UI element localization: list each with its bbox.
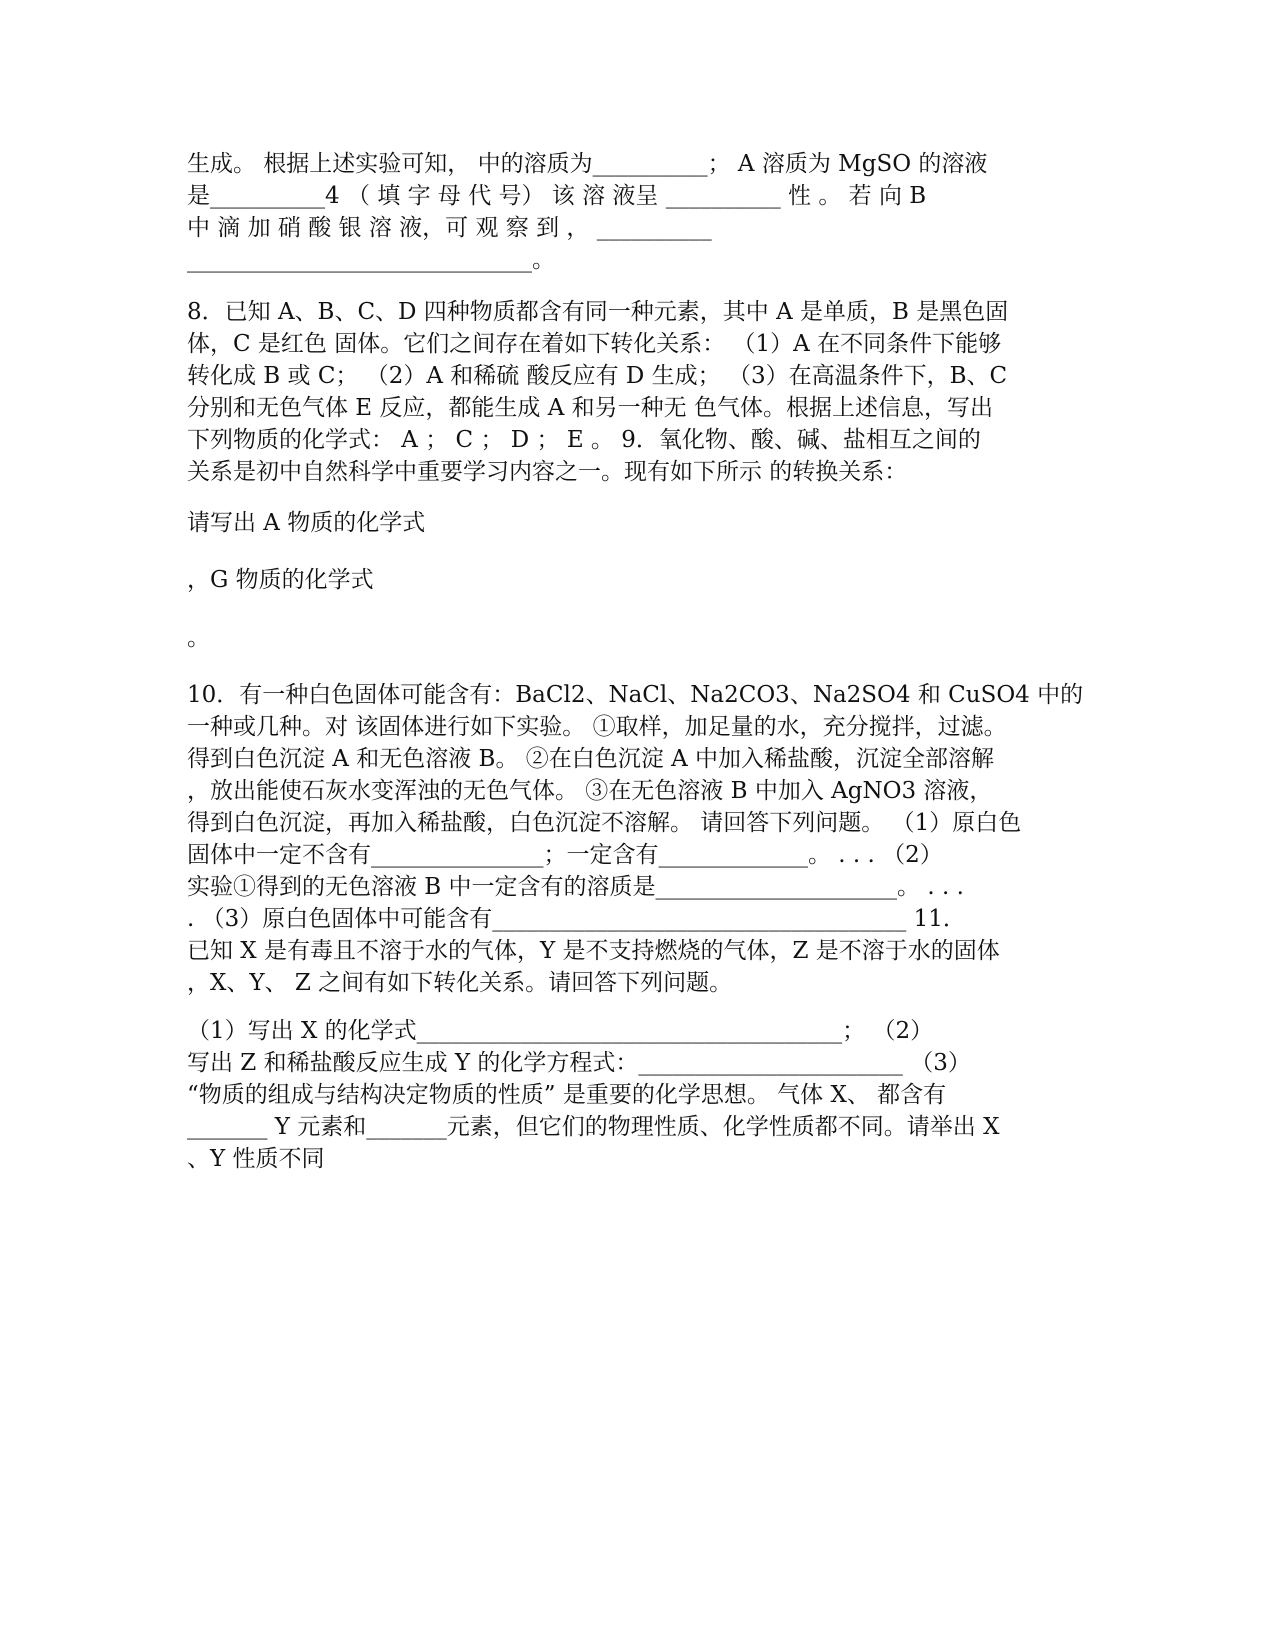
text-line: 转化成 B 或 C； （2）A 和稀硫 酸反应有 D 生成； （3）在高温条件下，B、C [187, 363, 1008, 389]
text-line: _______ Y 元素和_______元素，但它们的物理性质、化学性质都不同。请举出 X [187, 1114, 1000, 1140]
question-11-parts [187, 1015, 1092, 1175]
text-line: 得到白色沉淀 A 和无色溶液 B。 ②在白色沉淀 A 中加入稀盐酸，沉淀全部溶解 [187, 746, 994, 772]
question-9-part-a [187, 507, 1092, 539]
question-7-continued [187, 148, 1092, 276]
question-8-9 [187, 296, 1092, 488]
text-line: 得到白色沉淀，再加入稀盐酸，白色沉淀不溶解。 请回答下列问题。 （1）原白色 [187, 810, 1022, 836]
text-line: 一种或几种。对 该固体进行如下实验。 ①取样，加足量的水，充分搅拌，过滤。 [187, 714, 1007, 740]
text-line: 下列物质的化学式： A ； C ； D ； E 。 9．氧化物、酸、碱、盐相互之间的 [187, 427, 981, 453]
text-line: ，X、Y、 Z 之间有如下转化关系。请回答下列问题。 [187, 970, 733, 996]
text-line: 已知 X 是有毒且不溶于水的气体，Y 是不支持燃烧的气体，Z 是不溶于水的固体 [187, 938, 1000, 964]
text-line: 、Y 性质不同 [187, 1146, 325, 1172]
text-line: 8．已知 A、B、C、D 四种物质都含有同一种元素，其中 A 是单质，B 是黑色固 [187, 299, 1009, 325]
question-9-part-g [187, 564, 1092, 596]
text-line: ______________________________。 [187, 247, 555, 273]
text-line: 写出 Z 和稀盐酸反应生成 Y 的化学方程式：_______________________ （3） [187, 1050, 971, 1076]
text-line: ，放出能使石灰水变浑浊的无色气体。 ③在无色溶液 B 中加入 AgNO3 溶液， [187, 778, 993, 804]
text-line: 体，C 是红色 固体。它们之间存在着如下转化关系： （1）A 在不同条件下能够 [187, 331, 1002, 357]
text-line: . （3）原白色固体中可能含有____________________________________ 11． [187, 906, 966, 932]
text-line: 固体中一定不含有_______________；一定含有_____________。 . . . （2） [187, 842, 943, 868]
question-9-end [187, 622, 1092, 654]
text-line: ，G 物质的化学式 [187, 567, 374, 593]
text-line: 中 滴 加 硝 酸 银 溶 液，可 观 察 到 ， __________ [187, 215, 712, 241]
text-line: 10．有一种白色固体可能含有：BaCl2、NaCl、Na2CO3、Na2SO4 和 CuSO4 中的 [187, 682, 1084, 708]
text-line: （1）写出 X 的化学式_____________________________________； （2） [187, 1018, 934, 1044]
text-line: 关系是初中自然科学中重要学习内容之一。现有如下所示 的转换关系： [187, 459, 908, 485]
text-line: 。 [187, 625, 210, 651]
text-line: 是__________4 （ 填 字 母 代 号） 该 溶 液呈 __________ 性 。 若 向 B [187, 183, 927, 209]
text-line: “物质的组成与结构决定物质的性质” 是重要的化学思想。 气体 X、 都含有 [187, 1082, 947, 1108]
text-line: 请写出 A 物质的化学式 [187, 510, 426, 536]
text-line: 分别和无色气体 E 反应，都能生成 A 和另一种无 色气体。根据上述信息，写出 [187, 395, 993, 421]
text-line: 生成。 根据上述实验可知， 中的溶质为__________； A 溶质为 MgSO 的溶液 [187, 151, 988, 177]
question-10-11 [187, 679, 1092, 999]
text-line: 实验①得到的无色溶液 B 中一定含有的溶质是_____________________。 . . . [187, 874, 964, 900]
